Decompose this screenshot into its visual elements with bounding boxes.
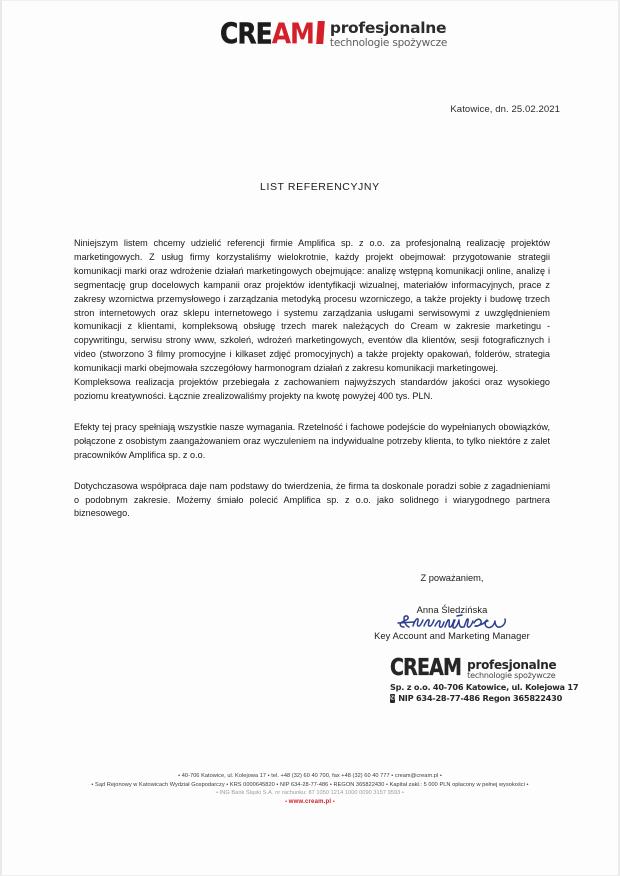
footer-website-link[interactable]: www.cream.pl — [288, 798, 332, 805]
stamp-tagline-line1: profesjonalne — [467, 658, 557, 672]
stamp-tax-row — [390, 693, 563, 703]
bullet-icon: • — [332, 798, 335, 805]
stamp-slab-icon — [463, 659, 464, 676]
paragraph-1: Niniejszym listem chcemy udzielić referencji firmie Amplifica sp. z o.o. za profesjonalną realizację projektów marketingowych. Z usług firmy korzystaliśmy wielokrotnie, każdy projekt obejmował: przygotowanie strategii komunikacji marki oraz wdrożenie działań marketingowych obejmujące: analizę wstępną komunikacji online, analizę i segmentację grup docelowych kampanii oraz projektów identyfikacji wizualnej, materiałów informacyjnych, prace z zakresy wzornictwa przemysłowego i zarządzania metodyką procesu wzorniczego, a także projekty i budowę trzech stron internetowych oraz sklepu internetowego i systemu zarządzania usługami serwisowymi z uwzględnieniem komunikacji z klientami, kompleksową obsługę trzech marek należących do Cream w zakresie marketingu - copywritingu, serwisu strony www, szkoleń, wdrożeń marketingowych, eventów dla klientów, sesji fotograficznych i video (stworzono 3 filmy promocyjne i kilkaset zdjęć promocyjnych) a także projekty opakowań, folderów, strategia komunikacji marki obejmowała szczegółowy harmonogram działań z zakresu komunikacji marketingowej. — [74, 238, 550, 374]
page-title: LIST REFERENCYJNY — [260, 181, 380, 193]
footer-url-row — [2, 798, 618, 807]
closing-line: Z poważaniem, — [420, 573, 484, 583]
letter-body — [74, 237, 550, 532]
logo-tagline-line2: technologie spożywcze — [329, 36, 448, 49]
company-stamp — [390, 654, 579, 703]
date-line: Katowice, dn. 25.02.2021 — [450, 104, 560, 115]
page-footer — [2, 772, 618, 806]
paragraph-4: Dotychczasowa współpraca daje nam podstawy do twierdzenia, że firma ta doskonale poradzi sobie z zagadnieniami o podobnym zakresie. Możemy śmiało polecić Amplifica sp. z o.o. jako solidnego i wiarygodnego partnera biznesowego. — [74, 480, 550, 519]
stamp-tagline — [467, 659, 556, 680]
stamp-wordmark: CREAM — [390, 654, 462, 682]
bullet-icon: • — [285, 798, 288, 805]
stamp-address: Sp. z o.o. 40-706 Katowice, ul. Kolejowa 17 — [390, 682, 579, 692]
phone-icon: ✆ — [390, 693, 396, 702]
signer-role: Key Account and Marketing Manager — [374, 631, 530, 641]
logo-tagline-line1: profesjonalne — [329, 19, 447, 37]
logo-tagline — [330, 21, 447, 49]
logo-wordmark — [220, 16, 314, 51]
logo-slab-icon — [316, 21, 325, 44]
signature-block — [332, 573, 572, 641]
footer-line-registry: • Sąd Rejonowy w Katowicach Wydział Gospodarczy • KRS 0000645820 • NIP 634-28-77-486 • REGON 365822430 • Kapitał zakł.: 5 000 PLN opłacony w pełnej wysokości • — [91, 781, 529, 788]
signer-name: Anna Śledzińska — [416, 605, 488, 615]
paragraph-3: Efekty tej pracy spełniają wszystkie nasze wymagania. Rzetelność i fachowe podejście do wypełnianych obowiązków, połączone z osobistym zaangażowaniem oraz wyczuleniem na indywidualne potrzeby klienta, to tylko niektóre z zalet pracowników Amplifica sp. z o.o. — [74, 421, 550, 460]
company-logo-header — [220, 16, 448, 51]
handwritten-signature — [332, 614, 572, 633]
footer-line-contact: • 40-706 Katowice, ul. Kolejowa 17 • tel. +48 (32) 60 40 700, fax +48 (32) 60 40 777 • cream@cream.pl • — [178, 773, 442, 779]
stamp-tax-line: NIP 634-28-77-486 Regon 365822430 — [398, 693, 563, 703]
logo-wordmark-dark: CRE — [220, 16, 272, 51]
footer-line-bank: • ING Bank Śląski S.A. nr rachunku: 87 1050 1214 1000 0090 3157 9593 • — [216, 790, 404, 797]
paragraph-2: Kompleksowa realizacja projektów przebiegała z zachowaniem najwyższych standardów jakości oraz wysokiego poziomu kreatywności. Łącznie zrealizowaliśmy projekty na kwotę powyżej 400 tys. PLN. — [74, 377, 550, 401]
stamp-tagline-line2: technologie spożywcze — [467, 671, 556, 680]
stamp-logo — [390, 654, 557, 682]
logo-wordmark-red: AM — [271, 16, 314, 51]
